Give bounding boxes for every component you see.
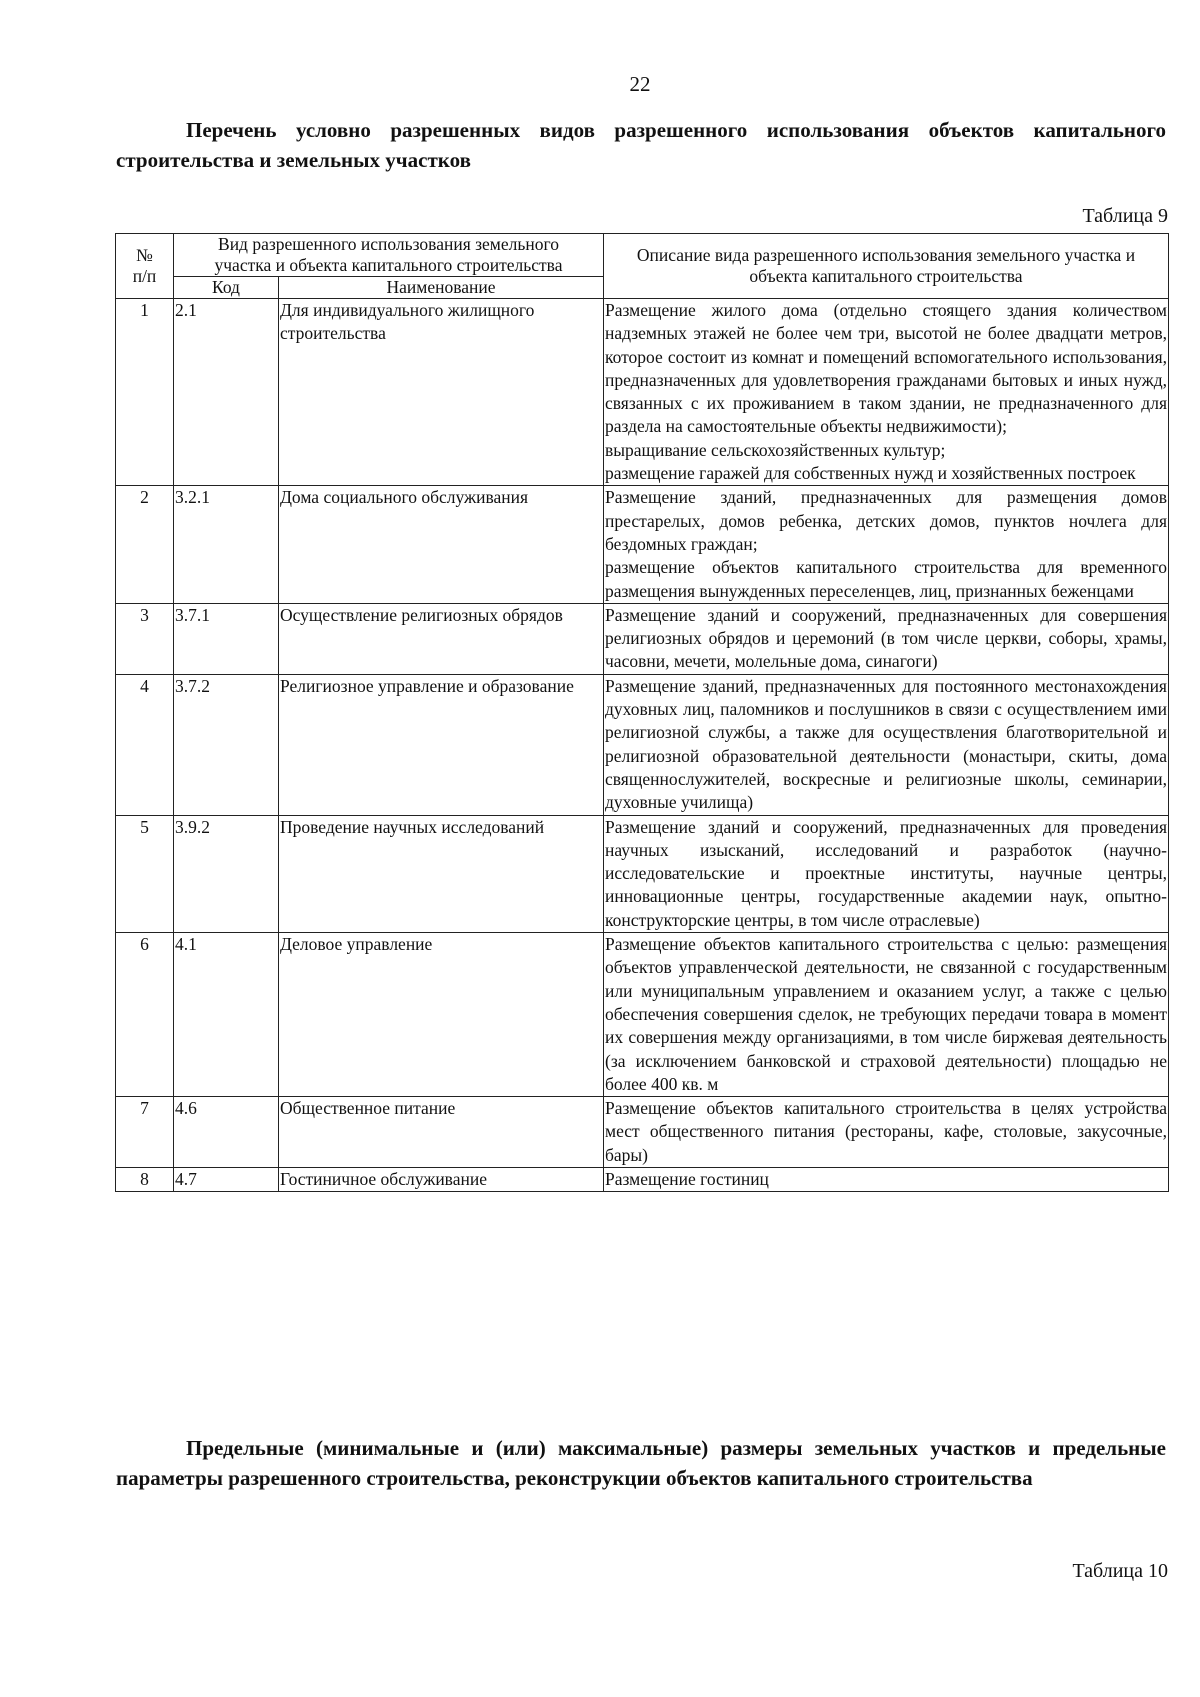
- row-description: [604, 299, 1169, 486]
- header-desc: Описание вида разрешенного использования земельного участка и объекта капитального строительства: [604, 234, 1169, 299]
- row-use-name: Религиозное управление и образование: [279, 674, 604, 815]
- table-row: [116, 299, 1169, 486]
- table-row: [116, 933, 1169, 1097]
- table-body: [116, 299, 1169, 1192]
- row-description: [604, 674, 1169, 815]
- row-description: [604, 933, 1169, 1097]
- row-code: 3.7.2: [174, 674, 279, 815]
- row-use-name: Деловое управление: [279, 933, 604, 1097]
- section-heading-text: Перечень условно разрешенных видов разрешенного использования объектов капитального строительства и земельных участков: [116, 118, 1166, 172]
- table-row: [116, 1097, 1169, 1168]
- table-9-label: Таблица 9: [1082, 205, 1168, 227]
- header-kod: Код: [174, 277, 279, 299]
- row-number: 5: [116, 815, 174, 932]
- page-number: 22: [629, 72, 651, 96]
- row-description: [604, 486, 1169, 603]
- row-use-name: Гостиничное обслуживание: [279, 1167, 604, 1191]
- row-number: 4: [116, 674, 174, 815]
- description-paragraph: Размещение жилого дома (отдельно стоящего здания количеством надземных этажей не более чем три, высотой не более двадцати метров, которое состоит из комнат и помещений вспомогательного использования, предназначенных для удовлетворения гражданами бытовых и иных нужд, связанных с их проживанием в таком здании, не предназначенного для раздела на самостоятельные объекты недвижимости);: [605, 300, 1167, 437]
- table-row: [116, 674, 1169, 815]
- row-number: 7: [116, 1097, 174, 1168]
- row-code: 3.7.1: [174, 603, 279, 674]
- row-description: [604, 603, 1169, 674]
- description-paragraph: Размещение объектов капитального строительства с целью: размещения объектов управленческой деятельности, не связанной с государственным или муниципальным управлением и оказанием услуг, а также с целью обеспечения совершения сделок, не требующих передачи товара в момент их совершения между организациями, в том числе биржевая деятельность (за исключением банковской и страховой деятельности) площадью не более 400 кв. м: [605, 934, 1167, 1094]
- header-name: Наименование: [279, 277, 604, 299]
- row-code: 3.2.1: [174, 486, 279, 603]
- row-code: 3.9.2: [174, 815, 279, 932]
- section-heading-text: Предельные (минимальные и (или) максимальные) размеры земельных участков и предельные параметры разрешенного строительства, реконструкции объектов капитального строительства: [116, 1436, 1166, 1490]
- description-paragraph: размещение гаражей для собственных нужд и хозяйственных построек: [605, 463, 1136, 484]
- table-10-label: Таблица 10: [1072, 1560, 1168, 1582]
- section-heading-permitted-uses: [116, 115, 1166, 175]
- row-description: [604, 1167, 1169, 1191]
- row-number: 6: [116, 933, 174, 1097]
- section-heading-limits: [116, 1433, 1166, 1493]
- row-number: 1: [116, 299, 174, 486]
- row-number: 3: [116, 603, 174, 674]
- table-row: [116, 486, 1169, 603]
- row-use-name: Общественное питание: [279, 1097, 604, 1168]
- row-code: 4.6: [174, 1097, 279, 1168]
- row-use-name: Проведение научных исследований: [279, 815, 604, 932]
- description-paragraph: Размещение объектов капитального строительства в целях устройства мест общественного питания (рестораны, кафе, столовые, закусочные, бары): [605, 1098, 1167, 1165]
- table-row: [116, 603, 1169, 674]
- description-paragraph: выращивание сельскохозяйственных культур;: [605, 439, 946, 460]
- row-description: [604, 815, 1169, 932]
- description-paragraph: Размещение зданий, предназначенных для размещения домов престарелых, домов ребенка, детских домов, пунктов ночлега для бездомных граждан;: [605, 487, 1167, 554]
- row-code: 4.7: [174, 1167, 279, 1191]
- row-number: 2: [116, 486, 174, 603]
- row-code: 2.1: [174, 299, 279, 486]
- header-vid: Вид разрешенного использования земельного участка и объекта капитального строительства: [174, 234, 604, 277]
- permitted-uses-table: [115, 233, 1169, 1192]
- row-use-name: Дома социального обслуживания: [279, 486, 604, 603]
- row-use-name: Осуществление религиозных обрядов: [279, 603, 604, 674]
- description-paragraph: Размещение зданий и сооружений, предназначенных для проведения научных изысканий, исследований и разработок (научно-исследовательские и проектные институты, научные центры, инновационные центры, государственные академии наук, опытно-конструкторские центры, в том числе отраслевые): [605, 816, 1167, 930]
- description-paragraph: Размещение гостиниц: [605, 1168, 769, 1189]
- description-paragraph: размещение объектов капитального строительства для временного размещения вынужденных переселенцев, лиц, признанных беженцами: [605, 557, 1167, 601]
- description-paragraph: Размещение зданий, предназначенных для постоянного местонахождения духовных лиц, паломников и послушников в связи с осуществлением ими религиозной службы, а также для осуществления благотворительной и религиозной образовательной деятельности (монастыри, скиты, дома священнослужителей, воскресные и религиозные школы, семинарии, духовные училища): [605, 675, 1167, 813]
- row-description: [604, 1097, 1169, 1168]
- row-number: 8: [116, 1167, 174, 1191]
- table-row: [116, 1167, 1169, 1191]
- table-row: [116, 815, 1169, 932]
- row-use-name: Для индивидуального жилищного строительства: [279, 299, 604, 486]
- row-code: 4.1: [174, 933, 279, 1097]
- header-num: № п/п: [116, 234, 174, 299]
- description-paragraph: Размещение зданий и сооружений, предназначенных для совершения религиозных обрядов и церемоний (в том числе церкви, соборы, храмы, часовни, мечети, молельные дома, синагоги): [605, 604, 1167, 672]
